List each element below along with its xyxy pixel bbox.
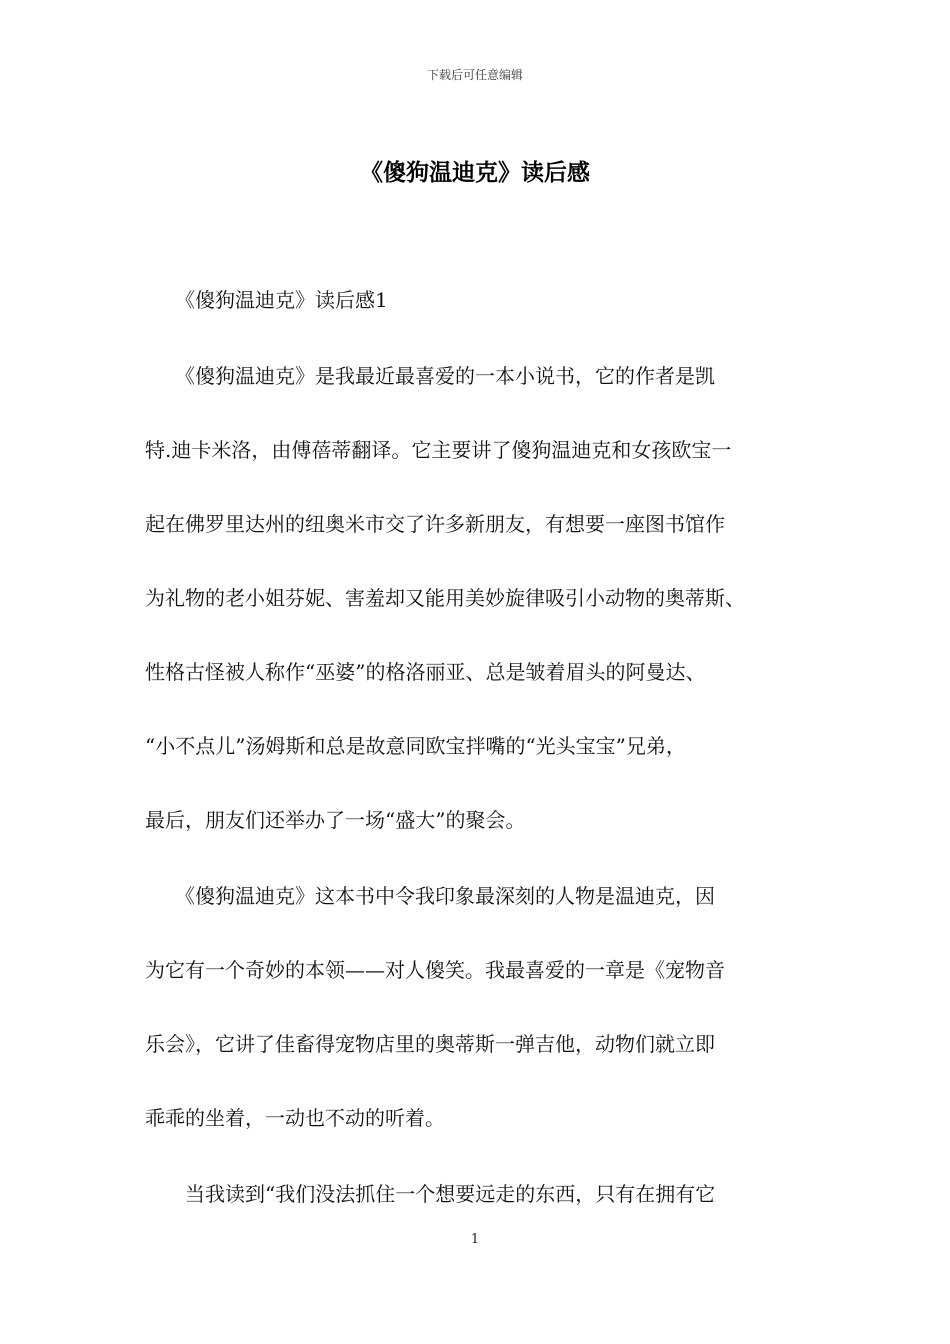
text-line: 乖乖的坐着，一动也不动的听着。 (145, 1106, 445, 1130)
document-title: 《傻狗温迪克》读后感 (360, 159, 590, 186)
text-line: 为礼物的老小姐芬妮、害羞却又能用美妙旋律吸引小动物的奥蒂斯、 (145, 586, 745, 610)
text-line: 起在佛罗里达州的纽奥米市交了许多新朋友，有想要一座图书馆作 (145, 512, 725, 536)
text-line: “小不点儿”汤姆斯和总是故意同欧宝拌嘴的“光头宝宝”兄弟， (145, 734, 686, 758)
text-line: 《傻狗温迪克》是我最近最喜爱的一本小说书，它的作者是凯 (145, 364, 715, 388)
text-line: 为它有一个奇妙的本领——对人傻笑。我最喜爱的一章是《宠物音 (145, 958, 725, 982)
text-line: 乐会》，它讲了佳畜得宠物店里的奥蒂斯一弹吉他，动物们就立即 (145, 1032, 715, 1056)
text-line: 《傻狗温迪克》这本书中令我印象最深刻的人物是温迪克，因 (145, 884, 715, 908)
text-line: 《傻狗温迪克》读后感1 (145, 288, 388, 312)
text-line: 特.迪卡米洛，由傅蓓蒂翻译。它主要讲了傻狗温迪克和女孩欧宝一 (145, 438, 732, 462)
text-line: 最后，朋友们还举办了一场“盛大”的聚会。 (145, 808, 526, 832)
header-note: 下载后可任意编辑 (426, 68, 523, 82)
page-number: 1 (470, 1232, 480, 1247)
text-line: 性格古怪被人称作“巫婆”的格洛丽亚、总是皱着眉头的阿曼达、 (145, 660, 706, 684)
text-line: 当我读到“我们没法抓住一个想要远走的东西，只有在拥有它 (145, 1182, 716, 1206)
